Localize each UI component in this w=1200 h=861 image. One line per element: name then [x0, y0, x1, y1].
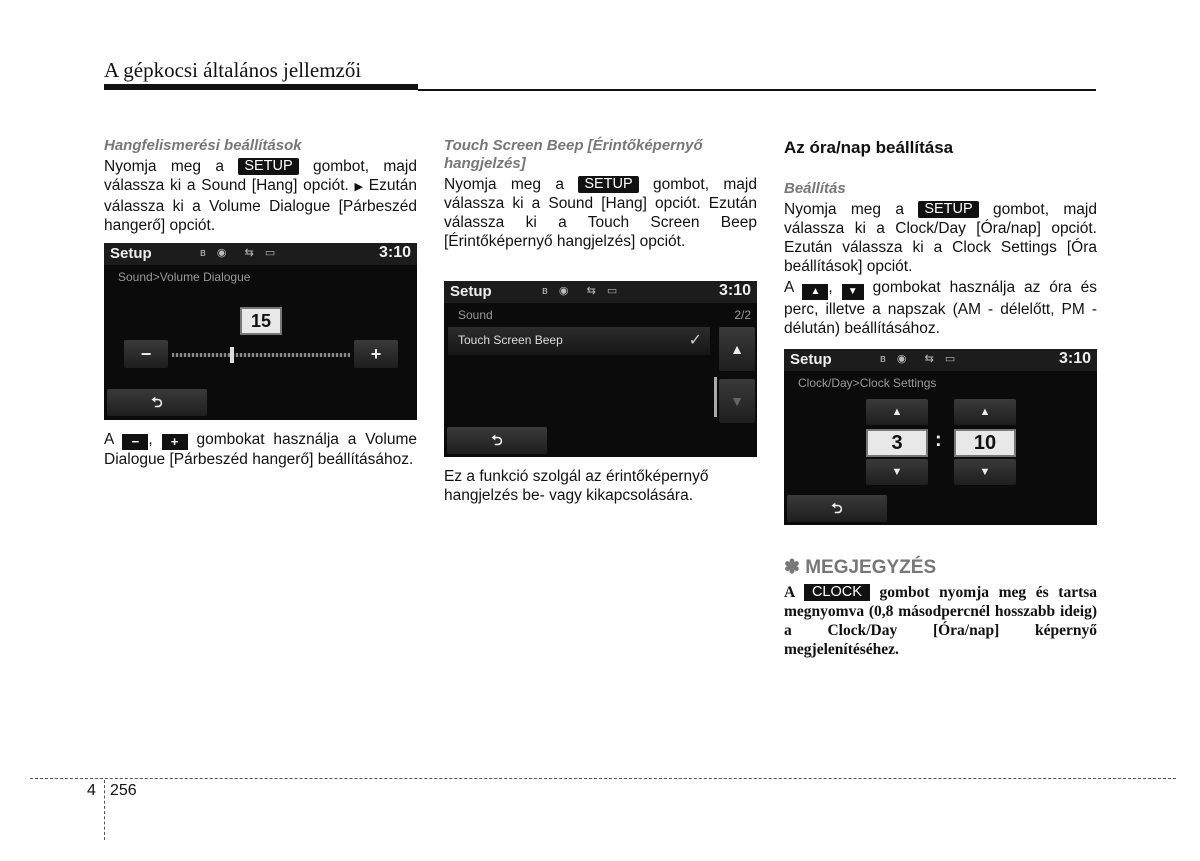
text: gombot, majd válassza ki a Clock/Day [Óra/nap] opciót. Ezután válassza ki a Clock Settings [Óra beállítások] opciót. — [784, 201, 1097, 275]
paragraph-description: Ez a funkció szolgál az érintőképernyő hangjelzés be- vagy kikapcsolására. — [444, 468, 709, 504]
screen-title: Setup — [450, 283, 492, 300]
volume-minus-button[interactable]: − — [124, 340, 168, 368]
screen-breadcrumb: Clock/Day>Clock Settings — [798, 376, 937, 390]
section-subhead: Beállítás — [784, 180, 846, 197]
hour-value: 3 — [866, 429, 928, 457]
volume-slider-track[interactable] — [172, 353, 350, 357]
screen-title: Setup — [110, 245, 152, 262]
text: gombot, majd válassza ki a Sound [Hang] opciót. Ezután válassza ki a Touch Screen Beep [Érintőképernyő hangjelzés] opciót. — [444, 176, 757, 250]
volume-slider-handle[interactable] — [230, 347, 234, 363]
back-button[interactable]: ⮌ — [107, 389, 207, 416]
screen-breadcrumb: Sound>Volume Dialogue — [118, 270, 251, 284]
checkmark-icon: ✓ — [688, 332, 702, 349]
volume-plus-button[interactable]: + — [354, 340, 398, 368]
header-rule-thick — [104, 84, 418, 90]
hour-up-button[interactable]: ▲ — [866, 399, 928, 425]
text: A — [104, 431, 114, 448]
section-subhead: Touch Screen Beep [Érintőképernyő hangjelzés] — [444, 137, 703, 172]
section-heading: Az óra/nap beállítása — [784, 138, 954, 157]
paragraph-instructions — [444, 175, 757, 251]
column-volume-dialogue-notes — [104, 430, 417, 469]
column-volume-dialogue — [104, 137, 417, 235]
continue-arrow-icon: ▶ — [354, 181, 364, 193]
text: gombokat használja az óra és perc, illetve a napszak (AM - délelőtt, PM - délután) beállításához. — [784, 279, 1097, 337]
status-icons: ʙ ◉ ⇆ ▭ — [542, 285, 622, 297]
minute-up-button[interactable]: ▲ — [954, 399, 1016, 425]
note-text — [784, 583, 1097, 659]
list-item-touch-screen-beep[interactable] — [448, 327, 710, 355]
hour-down-button[interactable]: ▼ — [866, 459, 928, 485]
setup-key: SETUP — [918, 201, 978, 218]
plus-key-icon: + — [162, 434, 188, 450]
text: gombot nyomja meg és tartsa megnyomva (0,8 másodpercnél hosszabb ideig) a Clock/Day [Óra/nap] képernyő megjelenítéséhez. — [784, 584, 1098, 658]
text: Nyomja meg a — [444, 176, 564, 193]
paragraph-instructions — [784, 200, 1097, 276]
page-header-title: A gépkocsi általános jellemzői — [104, 58, 362, 82]
status-icons: ʙ ◉ ⇆ ▭ — [200, 247, 280, 259]
back-button[interactable]: ⮌ — [787, 495, 887, 522]
down-key-icon: ▼ — [842, 284, 864, 300]
text: Nyomja meg a — [784, 201, 904, 218]
text: gombokat használja a Volume Dialogue [Párbeszéd hangerő] beállításához. — [104, 431, 417, 468]
paragraph-minus-plus: A − , + gombokat használja a Volume Dialogue [Párbeszéd hangerő] beállításához. — [104, 431, 417, 468]
minute-value: 10 — [954, 429, 1016, 457]
screen-clock: 3:10 — [718, 282, 751, 299]
page-indicator: 2/2 — [734, 308, 751, 322]
setup-key: SETUP — [578, 176, 638, 193]
screen-clock-settings — [784, 349, 1097, 525]
text: Ezután válassza ki a Volume Dialogue [Párbeszéd hangerő] opciót. — [104, 177, 417, 234]
screen-title: Setup — [790, 351, 832, 368]
note-box — [784, 556, 1097, 659]
section-subhead: Hangfelismerési beállítások — [104, 137, 302, 154]
list-item-label: Touch Screen Beep — [458, 333, 563, 347]
paragraph-up-down: A ▲ , ▼ gombokat használja az óra és perc, illetve a napszak (AM - délelőtt, PM - délután) beállításához. — [784, 279, 1097, 337]
clock-key: CLOCK — [804, 584, 870, 601]
screen-volume-dialogue — [104, 243, 417, 420]
screen-clock: 3:10 — [1058, 350, 1091, 367]
column-touch-screen-beep — [444, 137, 757, 251]
text: Nyomja meg a — [104, 158, 224, 175]
paragraph-instructions — [104, 157, 417, 235]
text: gombot, majd válassza ki a Sound [Hang] opciót. — [104, 158, 417, 194]
header-rule-thin — [418, 89, 1096, 91]
up-key-icon: ▲ — [802, 284, 828, 300]
column-clock-settings — [784, 138, 1097, 338]
scrollbar-thumb[interactable] — [714, 377, 717, 417]
setup-key: SETUP — [238, 158, 298, 175]
volume-value: 15 — [240, 307, 282, 335]
status-icons: ʙ ◉ ⇆ ▭ — [880, 353, 960, 365]
back-button[interactable]: ⮌ — [447, 427, 547, 454]
text: A — [784, 279, 794, 296]
scroll-up-button[interactable]: ▲ — [719, 327, 755, 371]
footer-divider — [104, 780, 105, 840]
screen-touch-screen-beep — [444, 281, 757, 457]
page-number: 256 — [110, 782, 137, 799]
screen-breadcrumb: Sound — [458, 308, 493, 322]
note-title: ✽ MEGJEGYZÉS — [784, 557, 937, 578]
column-touch-screen-beep-notes — [444, 467, 757, 505]
time-separator: : — [935, 429, 942, 451]
screen-clock: 3:10 — [378, 244, 411, 261]
text: A — [784, 584, 795, 601]
scroll-down-button[interactable]: ▼ — [719, 379, 755, 423]
footer-rule — [30, 778, 1176, 779]
minute-down-button[interactable]: ▼ — [954, 459, 1016, 485]
section-number: 4 — [87, 782, 96, 799]
minus-key-icon: − — [122, 434, 148, 450]
